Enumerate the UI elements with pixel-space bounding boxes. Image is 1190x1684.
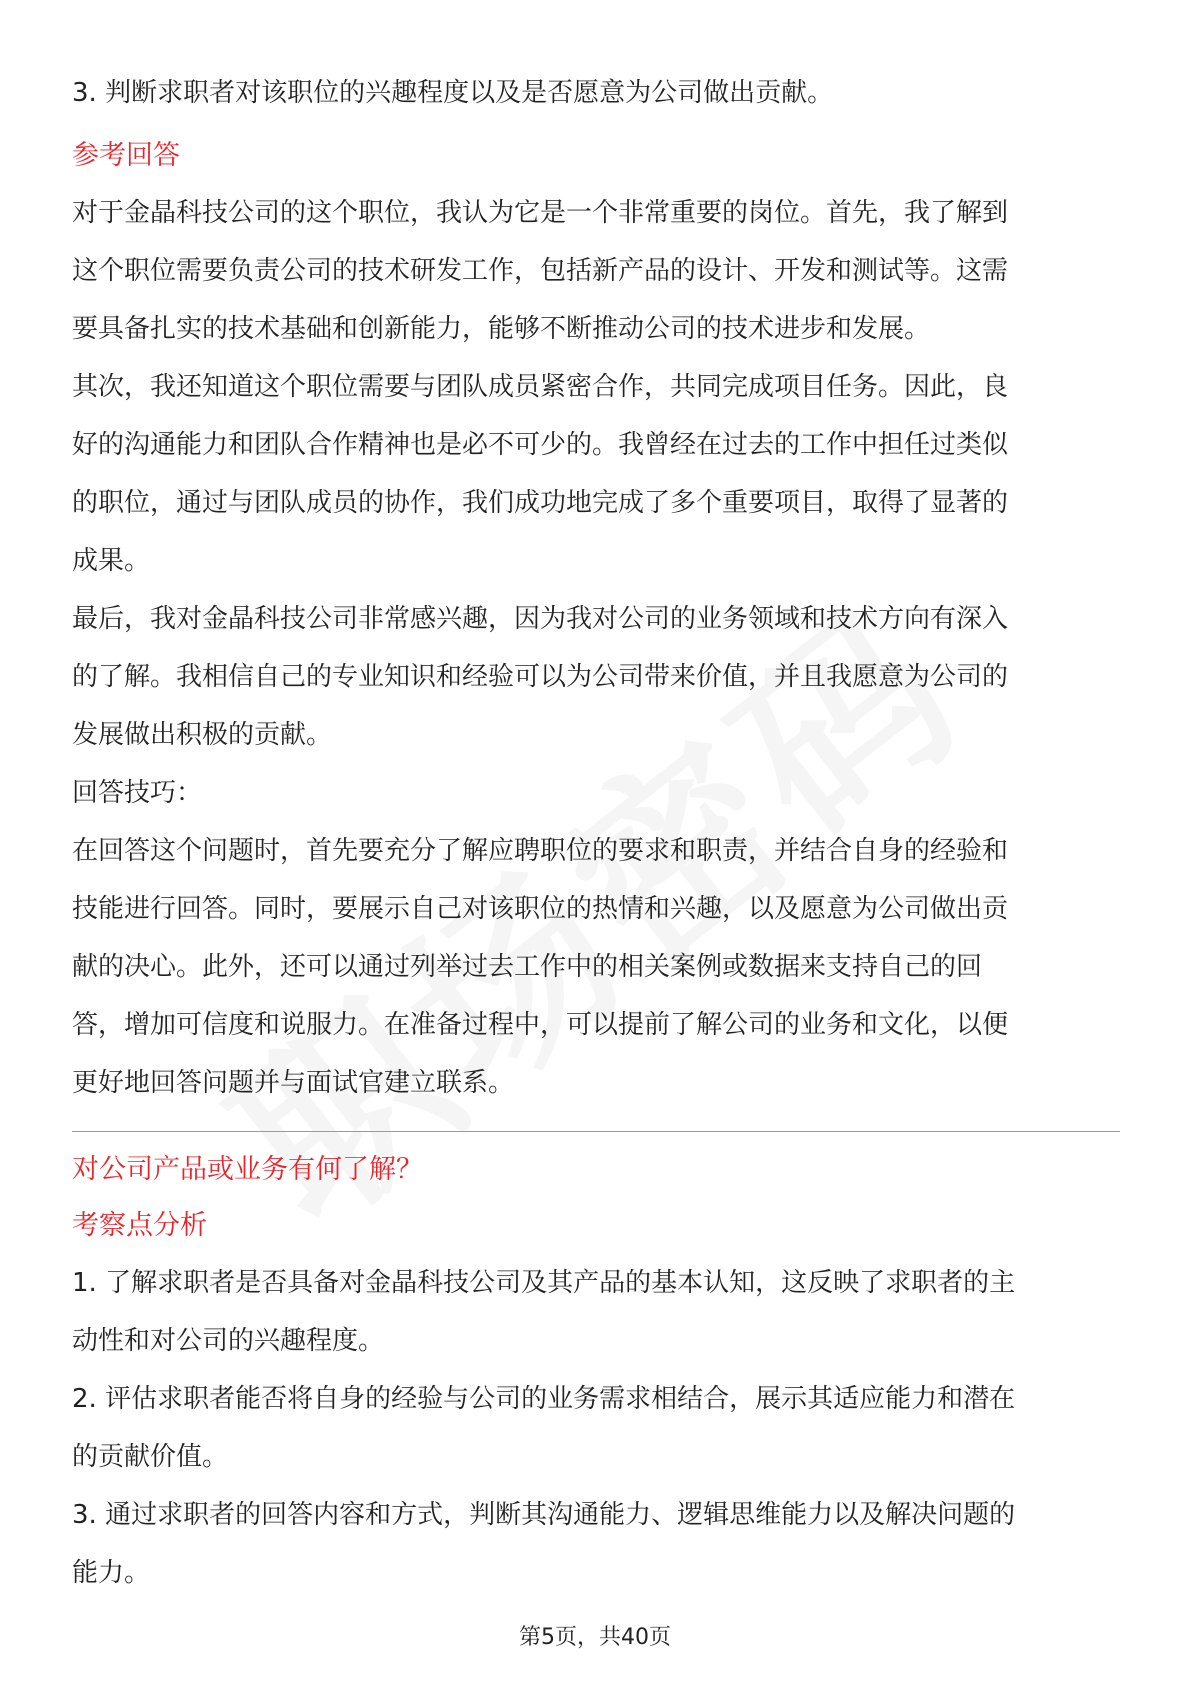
answer-line: 最后，我对金晶科技公司非常感兴趣，因为我对公司的业务领域和技术方向有深入 <box>72 604 1009 634</box>
section-divider <box>72 1131 1120 1132</box>
analysis-body <box>72 1254 1120 1602</box>
answer-heading: 参考回答 <box>72 140 180 171</box>
analysis-line: 1. 了解求职者是否具备对金晶科技公司及其产品的基本认知，这反映了求职者的主 <box>72 1268 1016 1298</box>
answer-body <box>72 184 1120 1112</box>
answer-line: 成果。 <box>72 546 151 576</box>
tips-line: 技能进行回答。同时，要展示自己对该职位的热情和兴趣，以及愿意为公司做出贡 <box>72 894 1009 924</box>
analysis-line: 2. 评估求职者能否将自身的经验与公司的业务需求相结合，展示其适应能力和潜在 <box>72 1384 1016 1414</box>
answer-line: 好的沟通能力和团队合作精神也是必不可少的。我曾经在过去的工作中担任过类似 <box>72 430 1009 460</box>
analysis-line: 动性和对公司的兴趣程度。 <box>72 1326 385 1356</box>
point-3: 3. 判断求职者对该职位的兴趣程度以及是否愿意为公司做出贡献。 <box>72 78 834 108</box>
answer-line: 这个职位需要负责公司的技术研发工作，包括新产品的设计、开发和测试等。这需 <box>72 256 1009 286</box>
tips-heading: 回答技巧： <box>72 778 203 808</box>
answer-line: 对于金晶科技公司的这个职位，我认为它是一个非常重要的岗位。首先，我了解到 <box>72 198 1009 228</box>
tips-line: 答，增加可信度和说服力。在准备过程中，可以提前了解公司的业务和文化，以便 <box>72 1010 1009 1040</box>
analysis-line: 的贡献价值。 <box>72 1442 229 1472</box>
answer-line: 的了解。我相信自己的专业知识和经验可以为公司带来价值，并且我愿意为公司的 <box>72 662 1009 692</box>
answer-line: 的职位，通过与团队成员的协作，我们成功地完成了多个重要项目，取得了显著的 <box>72 488 1009 518</box>
analysis-heading: 考察点分析 <box>72 1210 207 1241</box>
section-1 <box>72 64 1120 1112</box>
answer-line: 其次，我还知道这个职位需要与团队成员紧密合作，共同完成项目任务。因此，良 <box>72 372 1009 402</box>
tips-line: 更好地回答问题并与面试官建立联系。 <box>72 1068 515 1098</box>
answer-line: 发展做出积极的贡献。 <box>72 720 333 750</box>
analysis-line: 3. 通过求职者的回答内容和方式，判断其沟通能力、逻辑思维能力以及解决问题的 <box>72 1500 1016 1530</box>
tips-line: 献的决心。此外，还可以通过列举过去工作中的相关案例或数据来支持自己的回 <box>72 952 983 982</box>
page-footer: 第5页，共40页 <box>519 1625 671 1650</box>
answer-line: 要具备扎实的技术基础和创新能力，能够不断推动公司的技术进步和发展。 <box>72 314 931 344</box>
question-title: 对公司产品或业务有何了解？ <box>72 1154 423 1185</box>
tips-line: 在回答这个问题时，首先要充分了解应聘职位的要求和职责，并结合自身的经验和 <box>72 836 1009 866</box>
section-2 <box>72 1142 1120 1602</box>
analysis-line: 能力。 <box>72 1558 151 1588</box>
